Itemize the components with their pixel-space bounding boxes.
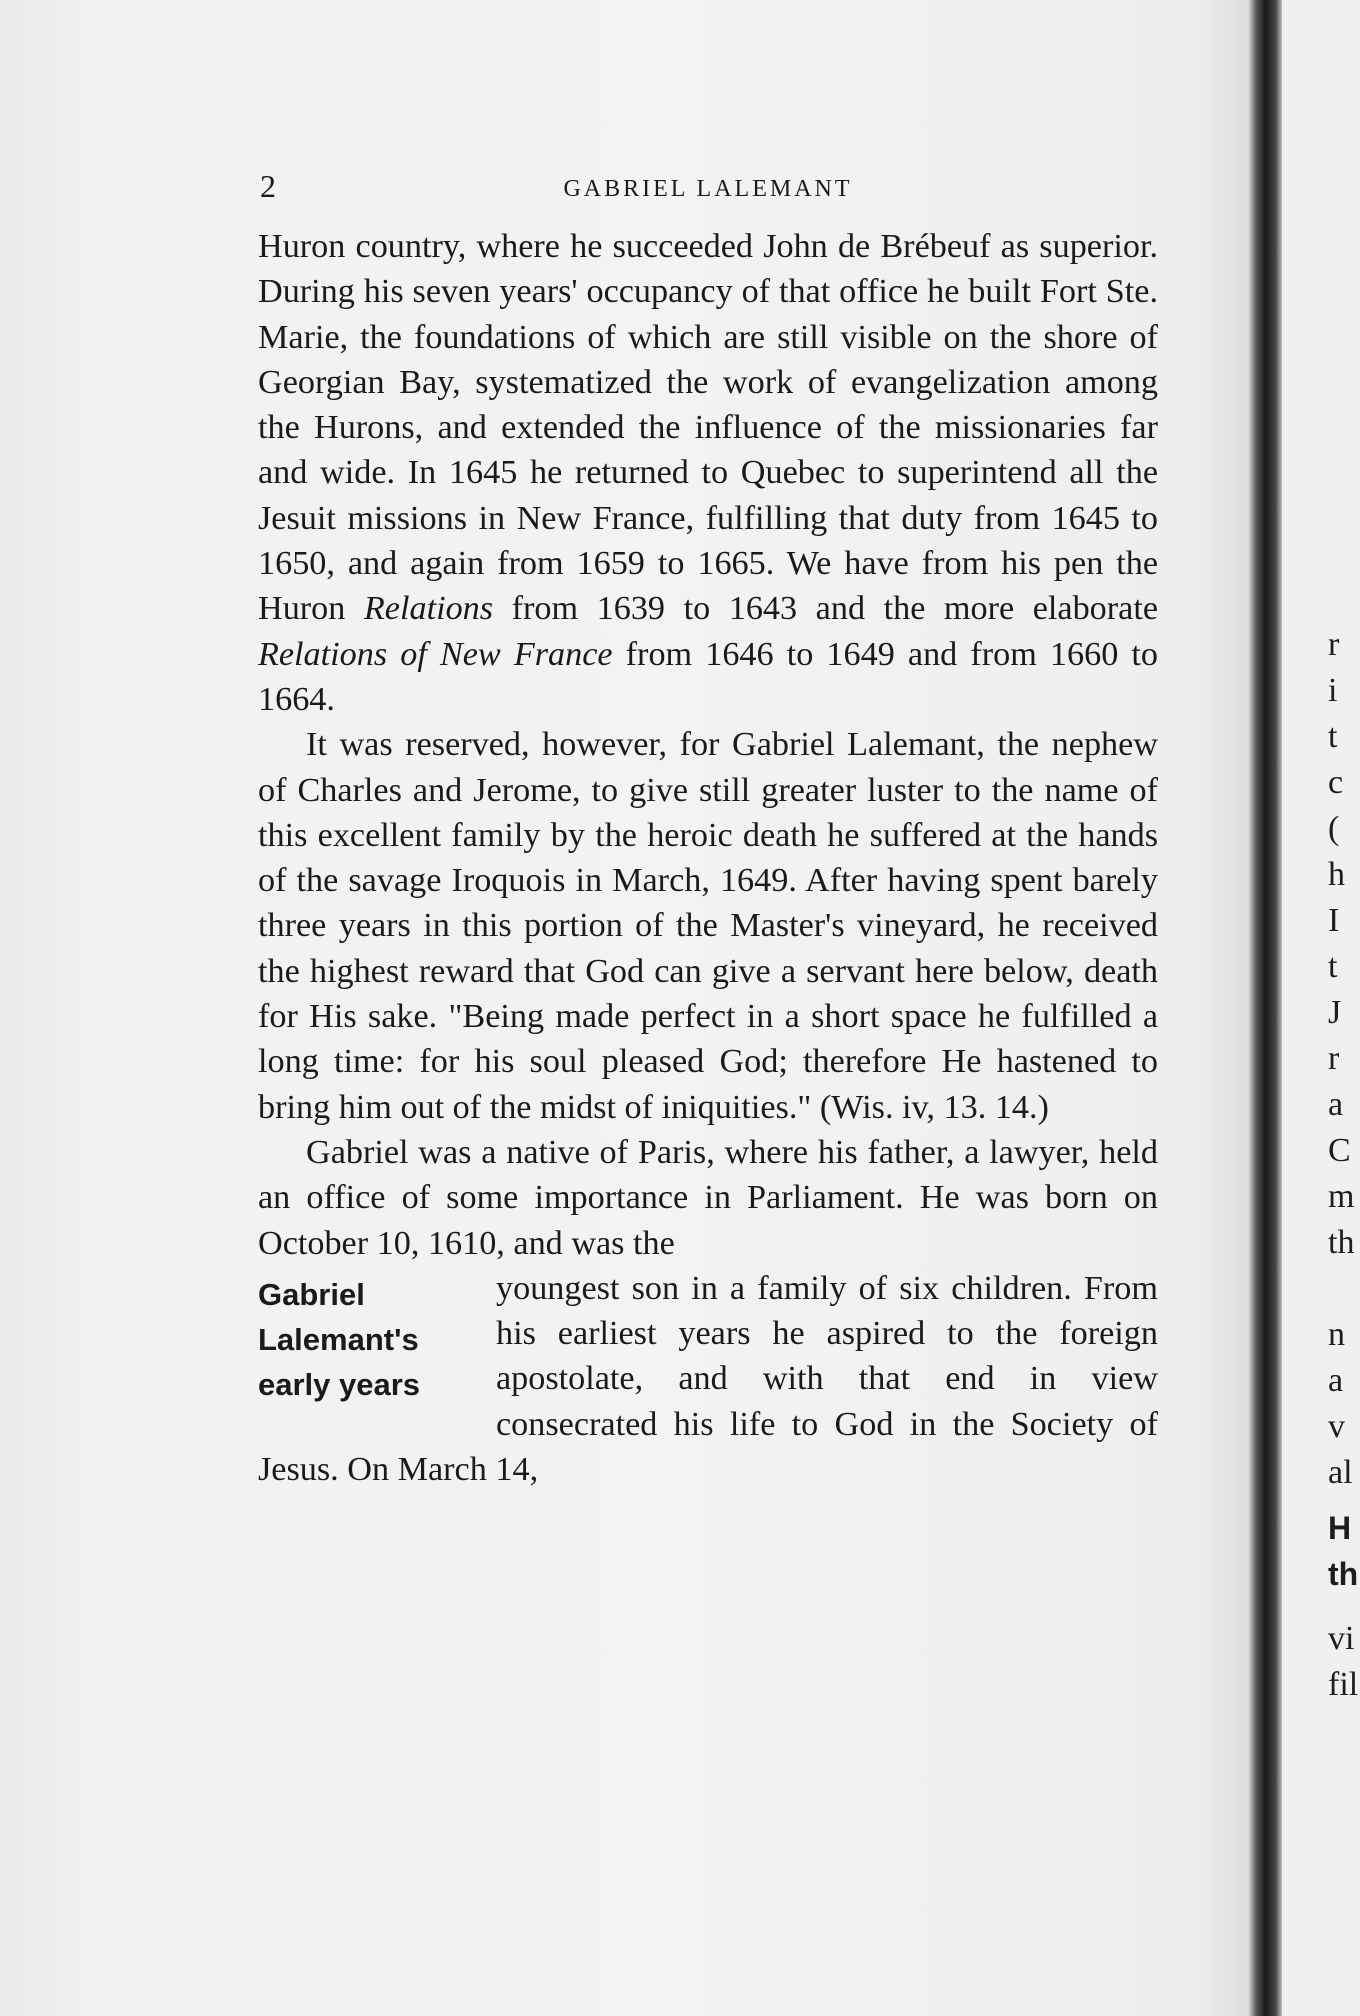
facing-fragment: a xyxy=(1328,1086,1344,1123)
paragraph-1-text-2: from 1639 to 1643 and the more elaborate xyxy=(493,590,1158,628)
facing-fragment: ( xyxy=(1328,810,1340,847)
facing-fragment: r xyxy=(1328,626,1340,663)
running-head xyxy=(258,164,1158,224)
italic-relations: Relations xyxy=(363,590,494,628)
margin-note-line: Lalemant's xyxy=(258,1321,419,1357)
paragraph-1-text: Huron country, where he succeeded John de Brébeuf as superior. During his seven years' occupancy of that office he built Fort Ste. Marie, the foundations of which are still visible on the shore of Georgian Bay, systematized the work of evangelization among the Hurons, and extended the influence of the missionaries far and wide. In 1645 he returned to Quebec to superintend all the Jesuit missions in New France, fulfilling that duty from 1645 to 1650, and again from 1659 to 1665. We have from his pen the Huron xyxy=(258,228,1158,628)
facing-fragment: I xyxy=(1328,902,1340,939)
facing-fragment: al xyxy=(1328,1454,1353,1491)
paragraph-3-intro: Gabriel was a native of Paris, where his father, a lawyer, held an office of some importance in Parliament. He was born on October 10, 1610, and was the xyxy=(258,1133,1158,1262)
facing-fragment: J xyxy=(1328,994,1342,1031)
facing-fragment: vi xyxy=(1328,1620,1355,1657)
facing-fragment: t xyxy=(1328,718,1338,755)
page-number: 2 xyxy=(260,168,276,204)
paragraph-1-text-3: from 1646 to 1649 and from 1660 to 1664. xyxy=(258,635,1158,718)
facing-fragment: v xyxy=(1328,1408,1345,1445)
facing-fragment: i xyxy=(1328,672,1338,709)
paragraph-3-continuation: youngest son in a family of six children. From his earliest years he aspired to the foreign apostolate, and with that end in view consecrated his life to God in the Society of Jesus. On March 14, xyxy=(258,1269,1158,1489)
facing-fragment-bold: th xyxy=(1328,1556,1359,1592)
italic-relations-new-france: Relations of New France xyxy=(258,635,613,673)
paragraph-3 xyxy=(258,1130,1158,1492)
facing-page-edge xyxy=(1282,0,1360,2016)
facing-fragment: r xyxy=(1328,1040,1340,1077)
facing-fragment: fil xyxy=(1328,1666,1359,1703)
facing-fragment: a xyxy=(1328,1362,1344,1399)
facing-fragment: c xyxy=(1328,764,1344,801)
facing-fragment: m xyxy=(1328,1178,1355,1215)
facing-fragment-bold: H xyxy=(1328,1510,1352,1546)
margin-note-line: Gabriel xyxy=(258,1276,365,1312)
book-gutter xyxy=(1248,0,1282,2016)
margin-note-line: early years xyxy=(258,1366,421,1402)
facing-fragment: th xyxy=(1328,1224,1355,1261)
facing-fragment: n xyxy=(1328,1316,1345,1353)
margin-note xyxy=(258,1272,490,1407)
running-title: GABRIEL LALEMANT xyxy=(563,176,853,202)
facing-fragment: h xyxy=(1328,856,1345,893)
paragraph-2: It was reserved, however, for Gabriel Lalemant, the nephew of Charles and Jerome, to give still greater luster to the name of this excellent family by the heroic death he suffered at the hands of the savage Iroquois in March, 1649. After having spent barely three years in this portion of the Master's vineyard, he received the highest reward that God can give a servant here below, death for His sake. "Being made perfect in a short space he fulfilled a long time: for his soul pleased God; therefore He hastened to bring him out of the midst of iniquities." (Wis. iv, 13. 14.) xyxy=(258,726,1158,1126)
facing-fragment: C xyxy=(1328,1132,1351,1169)
paragraph-1 xyxy=(258,224,1158,722)
book-page xyxy=(258,164,1158,1492)
facing-fragment: t xyxy=(1328,948,1338,985)
